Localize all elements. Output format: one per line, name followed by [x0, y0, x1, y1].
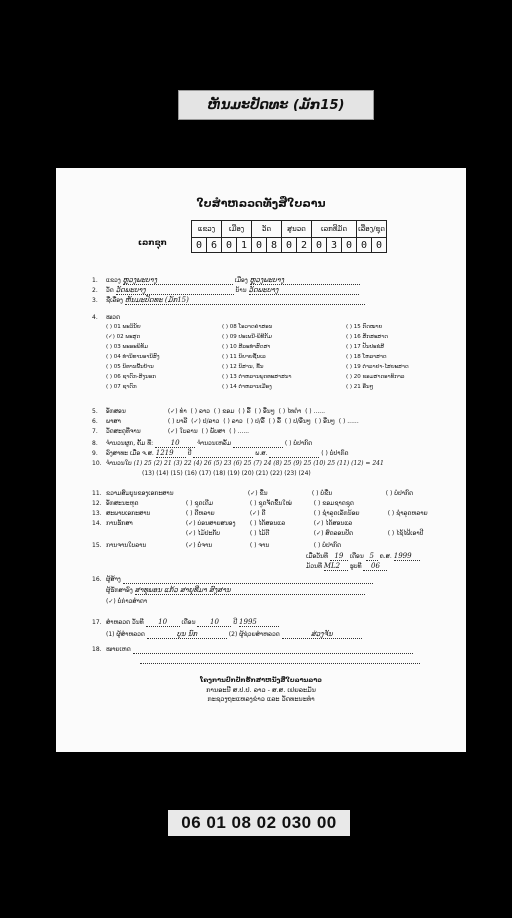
- code-digit: 0: [372, 238, 387, 253]
- row-condition: [92, 510, 428, 518]
- row-option: ( ) ບໍ່ປາກົດ: [385, 490, 414, 497]
- category-option: ( ) 05 ນິທານພື້ນບ້ານ: [106, 364, 154, 370]
- category-option: ( ) 13 ຕໍາຫລານພຸດທະສາສນາ: [222, 374, 292, 380]
- code-digit: 0: [282, 238, 297, 253]
- row-label: ພາສາ: [106, 418, 121, 425]
- section-label: ໝວດ: [106, 314, 120, 321]
- section-category: 4. ໝວດ: [92, 314, 120, 321]
- row-label: ຈໍານວນຜູກ, ຄັ້ມ ທີ່:: [106, 440, 154, 447]
- row-set-type: [92, 500, 354, 508]
- row-option: ( ) ໄມ້ຕີ: [249, 530, 270, 537]
- code-header: ເລື່ອງ/ຊຸດ: [357, 221, 387, 238]
- row-option: ( ) ຂອມຊາດຊຸດ: [313, 500, 354, 507]
- row-label: ຜູ້ຮັກສາອົງ: [106, 587, 133, 594]
- field-label: ວັດ: [106, 287, 114, 294]
- row-number: 17.: [92, 619, 102, 626]
- row-option: ( ) ໄທດໍາ: [278, 408, 302, 415]
- era-year: 1219: [156, 449, 186, 458]
- reel-number: ML2: [324, 562, 348, 571]
- row-number: 15.: [92, 542, 102, 549]
- row-microfilm: [92, 542, 341, 550]
- row-option: ( ) ຂອມ: [213, 408, 235, 415]
- category-option: ( ) 15 ກົດໝາຍ: [346, 324, 383, 330]
- row-label: ລົງສາທະ ເມື່ອ ຈ.ສ.: [106, 450, 154, 457]
- row-label: ການຈານໃບລານ: [106, 542, 147, 549]
- row-script: [92, 408, 325, 416]
- surveyor-name: ບຸນ ນົກ: [147, 630, 227, 639]
- category-option: ( ) 21 ອື່ນໆ: [346, 384, 374, 390]
- row-label: ມ້ວນທີ: [306, 563, 322, 570]
- row-option: ( ) ລາວ: [223, 418, 243, 425]
- row-label: ການຮັກສາ: [106, 520, 133, 527]
- field-label: ເມືອງ: [234, 277, 248, 284]
- survey-year: 1995: [239, 618, 279, 627]
- footer-project: ໂຄງການປົກປັກຮັກສາຫນັງສືໃບລານລາວ: [200, 676, 322, 684]
- category-option: ( ) 17 ປັນປະຂໍສີ: [346, 344, 385, 350]
- code-digit: 0: [357, 238, 372, 253]
- field-label: ຊື່ເລື່ອງ: [106, 297, 123, 304]
- row-label: (2) ຜູ້ຊ່ວຍສໍາຫລວດ: [228, 631, 280, 638]
- row-creator: [92, 576, 373, 584]
- row-sponsor: [106, 586, 365, 595]
- field-value: ວັດພະບາງ: [116, 286, 234, 295]
- row-number: 18.: [92, 646, 102, 653]
- row-microfilm-date: [306, 552, 420, 561]
- row-label: ຄ.ສ.: [379, 553, 392, 560]
- row-survey-date: [92, 618, 279, 627]
- row-number: 10.: [92, 460, 102, 467]
- frame-number: 06: [363, 562, 387, 571]
- category-option: ( ) 08 ໂອວາດຄໍາສອນ: [222, 324, 273, 330]
- row-option: ( ) ......: [338, 418, 359, 425]
- row-option: (✓) ໃບລານ: [167, 428, 198, 435]
- category-option: ( ) 16 ສັກສະສາດ: [346, 334, 388, 340]
- row-option: ( ) ຊຸດເດີມ: [185, 500, 214, 507]
- footer-cooperation: ການອະນີ ສ.ປ.ປ. ລາວ - ສ.ສ. ເຢຍລະມັນ: [206, 686, 316, 694]
- field-value: ວັດພະບາງ: [249, 286, 359, 295]
- field-label: ບ້ານ: [235, 287, 247, 294]
- row-option: ( ) ອື່ນໆ: [314, 418, 335, 425]
- category-option: ( ) 18 ໂຫລາສາດ: [346, 354, 387, 360]
- assistant-name: ສ່ວງຈັນ: [282, 630, 362, 639]
- row-label: ຜູ້ສ້າງ: [106, 576, 121, 583]
- row-label: ສໍາຫລວດ ວັນທີ: [106, 619, 144, 626]
- row-option: ( ) ໄຊ້ໄຟ້ເອາປີ: [387, 530, 424, 537]
- row-label: ຈໍານວນເຫລັ້ມ: [197, 440, 232, 447]
- field-temple: [92, 286, 359, 295]
- code-digit: 3: [327, 238, 342, 253]
- row-option: ( ) ບໍ່ປາກົດ: [321, 450, 349, 457]
- row-option: ( ) ລື້: [268, 418, 281, 425]
- row-option: (✓) ໄດ້ສອນແລ: [313, 520, 353, 527]
- row-option: ( ) ......: [229, 428, 250, 435]
- row-label: ສະພາບເອກະສານ: [106, 510, 151, 517]
- field-story-title: [92, 296, 365, 305]
- category-option: ( ) 09 ປະເພນີ-ພິທີກັມ: [222, 334, 272, 340]
- category-option: ( ) 04 ທໍານິທານອານິສົງ: [106, 354, 160, 360]
- row-label: ອັກສະນະຫຸດ: [106, 500, 139, 507]
- row-option: ( ) ບໍ່ປາກົດ: [313, 542, 342, 549]
- survey-month: 10: [197, 618, 231, 627]
- row-date-written: [92, 449, 349, 458]
- row-label: ພ.ສ.: [255, 450, 268, 457]
- row-option: ( ) ພັບສາ: [201, 428, 226, 435]
- leaf-counts: (1) 25 (2) 21 (3) 22 (4) 26 (5) 23 (6) 25 (7) 24 (8) 25 (9) 25 (10) 25 (11) (12) = 241: [133, 460, 384, 467]
- row-surveyors: [106, 630, 362, 639]
- row-bundles: [92, 439, 312, 448]
- row-option: ( ) ບໍ່ປາກົດ: [284, 440, 313, 447]
- field-province: [92, 276, 360, 285]
- row-number: 11.: [92, 490, 102, 497]
- category-option: ( ) 06 ຊາດົກ-ສິງນອກ: [106, 374, 156, 380]
- code-digit: 0: [342, 238, 357, 253]
- field-number: 1.: [92, 277, 98, 284]
- row-option: (✓) ທໍາ: [167, 408, 187, 415]
- row-option: ( ) ບາລີ: [167, 418, 188, 425]
- row-label: ຈໍານວນໃບ: [106, 460, 132, 467]
- row-label: ປີ: [233, 619, 238, 626]
- code-digit: 2: [297, 238, 312, 253]
- code-digit: 6: [207, 238, 222, 253]
- row-language: [92, 418, 359, 426]
- row-label: ປີ: [187, 450, 192, 457]
- row-option: (✓) ສົດລອນປັດ: [313, 530, 354, 537]
- row-number: 16.: [92, 576, 102, 583]
- row-remarks: [92, 646, 413, 654]
- row-option: (✓) ປ/ລາວ: [191, 418, 220, 425]
- row-label: ຮູບທີ: [349, 563, 362, 570]
- row-option: ( ) ຈານ: [249, 542, 270, 549]
- code-label: ເລກຊຸກ: [138, 238, 167, 247]
- category-option: ( ) 19 ຕໍາລາຢາ-ໄສຍະສາດ: [346, 364, 409, 370]
- row-number: 14.: [92, 520, 102, 527]
- row-option: ( ) ດີຫລາຍ: [185, 510, 215, 517]
- row-leaf-count: [92, 460, 384, 468]
- film-year: 1999: [394, 552, 420, 561]
- leaf-slot-numbers: (13) (14) (15) (16) (17) (18) (19) (20) (21) (22) (23) (24): [142, 470, 311, 477]
- row-label: ເດືອນ: [349, 553, 364, 560]
- row-completeness: [92, 490, 413, 498]
- row-label: ເດືອນ: [181, 619, 196, 626]
- row-label: ເມື່ອວັນທີ: [306, 553, 328, 560]
- row-label: ອັກສອນ: [106, 408, 126, 415]
- row-number: 5.: [92, 408, 98, 415]
- row-option: (✓) ໄມ້ປະກັບ: [185, 530, 221, 537]
- category-option: ( ) 14 ຕໍາຫລານເມືອງ: [222, 384, 272, 390]
- code-digit: 8: [267, 238, 282, 253]
- category-option: ( ) 07 ຊາດົກ: [106, 384, 137, 390]
- code-digit: 0: [312, 238, 327, 253]
- code-digit: 0: [222, 238, 237, 253]
- row-preservation-cont: [92, 530, 423, 538]
- field-value: ຫັນມະປັດທະ (ມັກ15): [125, 296, 365, 305]
- category-option: ( ) 03 ພະອະພິທັມ: [106, 344, 148, 350]
- row-label: (1) ຜູ້ສໍາຫລວດ: [106, 631, 145, 638]
- row-option: ( ) ໄດ້ສອນແລ: [249, 520, 286, 527]
- row-option: (✓) ບ່ອນສາຍສນອງ: [185, 520, 236, 527]
- code-header: ວັດ: [252, 221, 282, 238]
- code-header: ເລກທີມັດ: [312, 221, 357, 238]
- code-grid: [191, 220, 387, 253]
- row-option: ( ) ອື່ນໆ: [254, 408, 275, 415]
- year-value: [193, 457, 253, 458]
- row-preservation: [92, 520, 352, 528]
- film-day: 19: [330, 552, 348, 561]
- bundle-count: 10: [155, 439, 195, 448]
- row-leaf-slots: [142, 470, 311, 478]
- code-digit: 0: [192, 238, 207, 253]
- row-number: 8.: [92, 440, 98, 447]
- row-option: ( ) ປ/ລື້: [246, 418, 265, 425]
- row-number: 7.: [92, 428, 98, 435]
- row-option: (✓) ຂື່ນ: [247, 490, 268, 497]
- film-month: 5: [366, 552, 378, 561]
- row-option: ( ) ຊໍາລຸດເລັກນ້ອຍ: [313, 510, 360, 517]
- category-option: ( ) 12 ນິສານ, ຂື້ນ: [222, 364, 264, 370]
- row-option: ( ) ......: [305, 408, 326, 415]
- category-option: ( ) 10 ສີລະທໍາສົດສາ: [222, 344, 271, 350]
- survey-form-page: [56, 168, 466, 752]
- code-header: ສູນວດ: [282, 221, 312, 238]
- row-option: ( ) ປ/ອື່ນໆ: [284, 418, 311, 425]
- row-label: ຂວາມສົມບູນຂອງເອກະສານ: [106, 490, 174, 497]
- field-number: 3.: [92, 297, 98, 304]
- microfilm-code-label: 06 01 08 02 030 00: [168, 810, 350, 836]
- category-option: ( ) 11 ນິຍາຍຊັ້ນເລ: [222, 354, 266, 360]
- row-option: (✓) ບໍ່ຈານ: [185, 542, 213, 549]
- row-option: ( ) ລາວ: [190, 408, 210, 415]
- row-option: ( ) ລື້: [238, 408, 251, 415]
- field-number: 2.: [92, 287, 98, 294]
- row-option: (✓) ບໍ່ກ່າວສໍາດາ: [106, 598, 148, 605]
- row-material: [92, 428, 249, 436]
- row-remarks-line: [140, 656, 420, 664]
- row-microfilm-reel: [306, 562, 387, 571]
- category-option: ( ) 01 ພະວິນັຍ: [106, 324, 141, 330]
- footer-ministry: ກະຊວງຖະແຫລງຂ່າວ ແລະ ວັດທະນະທໍາ: [207, 695, 315, 703]
- row-option: (✓) ດີ: [249, 510, 266, 517]
- row-number: 12.: [92, 500, 102, 507]
- field-label: ແຂວງ: [106, 277, 121, 284]
- code-digit: 0: [252, 238, 267, 253]
- microfilm-title-label: ຫັນມະປັດທະ (ມັກ15): [178, 90, 374, 120]
- row-number: 6.: [92, 418, 98, 425]
- code-digit: 1: [237, 238, 252, 253]
- survey-day: 10: [146, 618, 180, 627]
- category-option: (✓) 02 ພະສູດ: [106, 334, 141, 340]
- category-option: ( ) 20 ຂອມສາດອາທິກາລ: [346, 374, 405, 380]
- code-header: ແຂວງ: [192, 221, 222, 238]
- row-label: ວັດສະດຸທີ່ຈານ: [106, 428, 141, 435]
- code-header: ເມືອງ: [222, 221, 252, 238]
- row-number: 9.: [92, 450, 98, 457]
- row-number: 13.: [92, 510, 102, 517]
- field-value: ຫຼວງພະບາງ: [250, 276, 360, 285]
- row-label: ໝາຍເຫດ: [106, 646, 131, 653]
- row-option: ( ) ບໍ່ຂື່ນ: [311, 490, 333, 497]
- row-option: ( ) ຊໍາລຸດຫລາຍ: [387, 510, 428, 517]
- sponsor-value: ສາທຸພອນ ແກ້ວ ສາຍຸທີ່ມາ ສົງສານ: [135, 586, 365, 595]
- row-option: ( ) ຊຸດຈັດຂຶ້ນໃໝ່: [249, 500, 292, 507]
- field-value: ຫຼວງພະບາງ: [123, 276, 233, 285]
- form-title: ໃບສໍາຫລວດທັງສືໃບລານ: [196, 197, 326, 210]
- row-creator-opt: [106, 598, 147, 606]
